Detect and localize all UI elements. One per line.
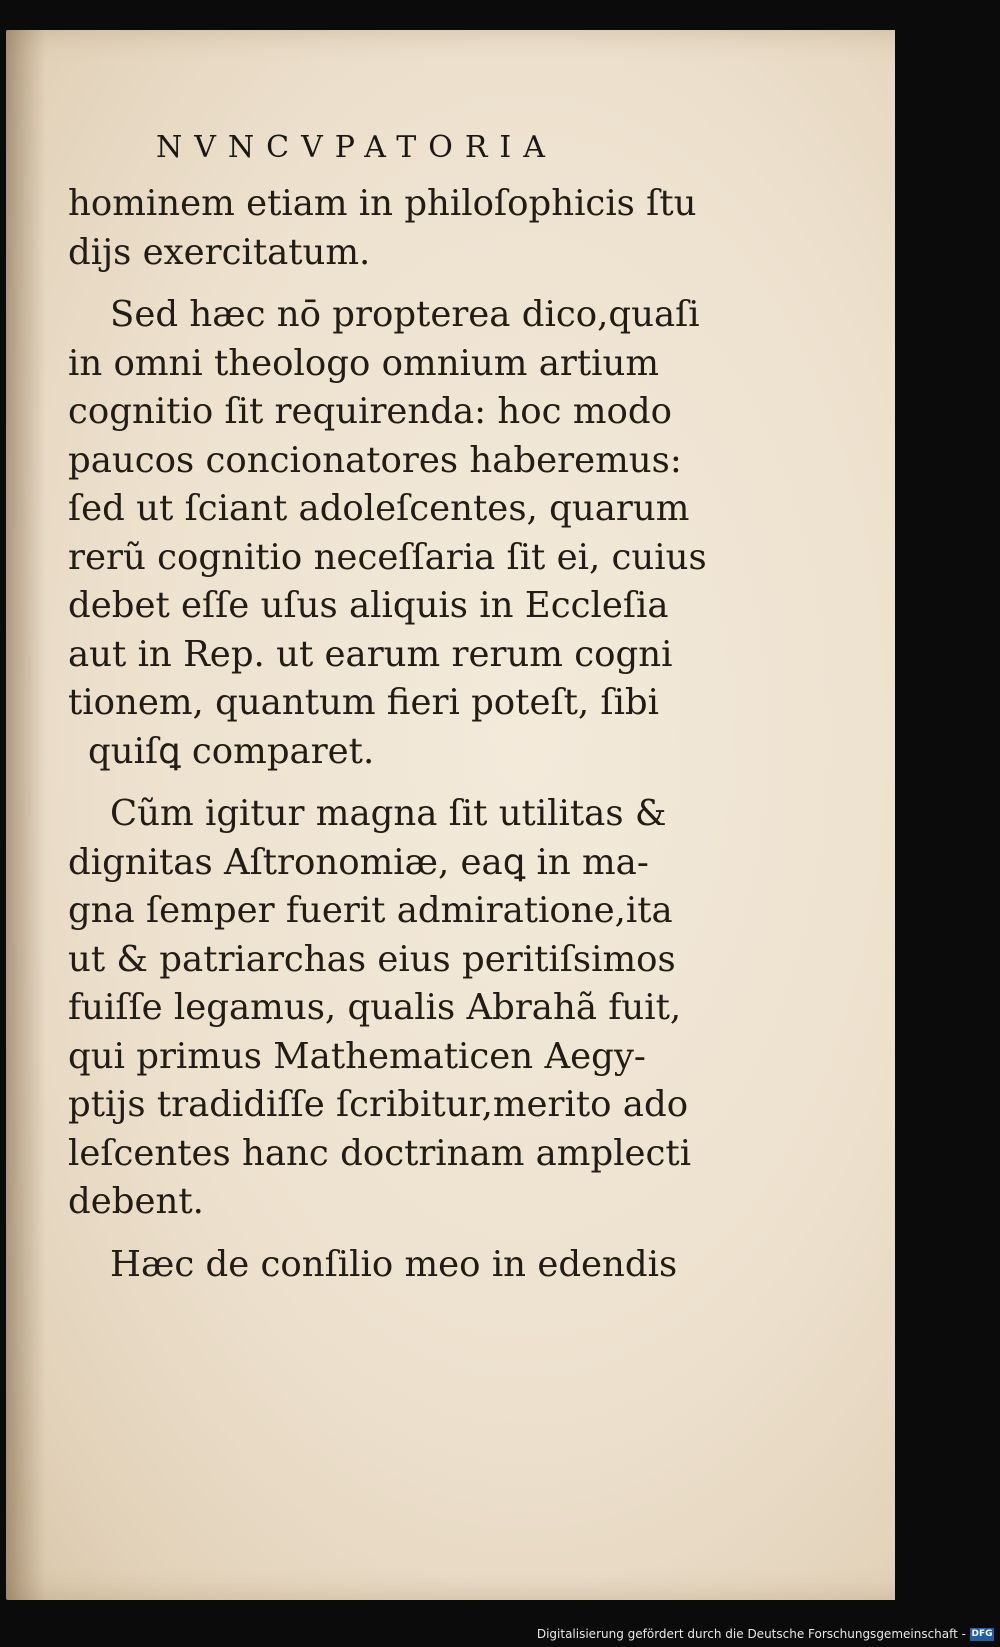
text-line: debent. <box>68 1181 204 1222</box>
book-page <box>6 30 950 1600</box>
text-line: gna ſemper fuerit admiratione,ita <box>68 890 673 931</box>
text-line: fuiſſe legamus, qualis Abrahã fuit, <box>68 987 682 1028</box>
text-line: qui primus Mathematicen Aegy- <box>68 1035 646 1077</box>
text-line: cognitio ſit requirenda: hoc modo <box>68 391 672 432</box>
footer-bar <box>0 1600 1000 1647</box>
running-head: NVNCVPATORIA <box>156 130 557 165</box>
text-line: tionem, quantum fieri poteſt, ſibi <box>68 682 660 723</box>
text-line: aut in Rep. ut earum rerum cogni <box>68 633 673 675</box>
paragraph-start-line: Cũm igitur magna ſit utilitas & <box>110 793 667 834</box>
body-text <box>68 180 728 1289</box>
text-line: ut & patriarchas eius peritiſsimos <box>68 938 676 980</box>
text-line: dijs exercitatum. <box>68 231 371 273</box>
text-line: paucos concionatores haberemus: <box>68 439 682 481</box>
text-line: rerũ cognitio neceſſaria ſit ei, cuius <box>68 536 707 578</box>
dfg-logo: DFG <box>971 1629 993 1639</box>
text-line: leſcentes hanc doctrinam amplecti <box>68 1132 692 1174</box>
paragraph-start-line: Sed hæc nō propterea dico,quaſi <box>110 294 700 335</box>
text-line: quiſꝗ comparet. <box>88 730 375 772</box>
text-line: dignitas Aſtronomiæ, eaꝗ in ma- <box>68 841 649 883</box>
paragraph-start-line: Hæc de conſilio meo in edendis <box>110 1243 678 1285</box>
text-line: ſed ut ſciant adoleſcentes, quarum <box>68 488 690 529</box>
text-line: debet eſſe uſus aliquis in Eccleſia <box>68 585 669 626</box>
text-line: hominem etiam in philoſophicis ſtu <box>68 183 697 224</box>
page-edge-shadow <box>895 30 950 1600</box>
text-line: ptijs tradidiſſe ſcribitur,merito ado <box>68 1084 689 1125</box>
digitization-credit: Digitalisierung gefördert durch die Deutsche Forschungsgemeinschaft - <box>536 1627 966 1641</box>
text-line: in omni theologo omnium artium <box>68 342 660 384</box>
